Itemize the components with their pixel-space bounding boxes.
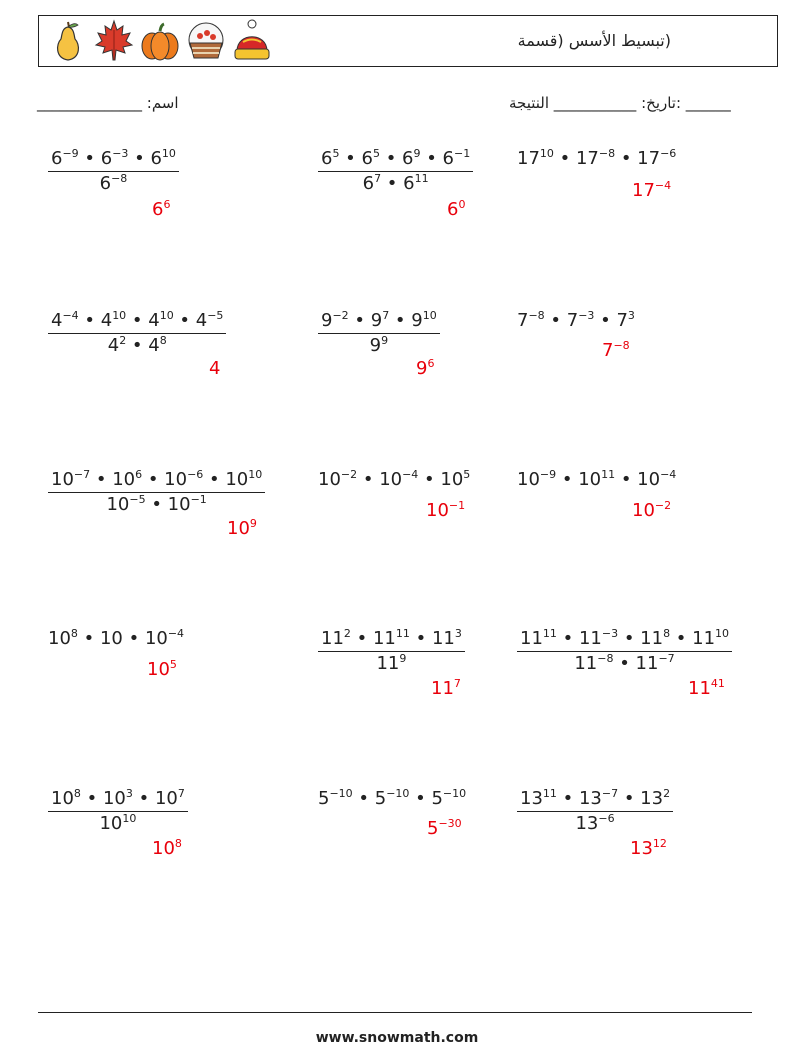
answer-8 bbox=[426, 499, 466, 521]
multiply-dot: • bbox=[420, 148, 443, 169]
power-term: $17^{-6}$ bbox=[637, 147, 677, 169]
answer-15 bbox=[630, 837, 667, 859]
answer-6 bbox=[602, 339, 630, 361]
denominator bbox=[48, 493, 265, 514]
power-term: $6^{-3}$ bbox=[100, 147, 129, 169]
power-term: $11^{11}$ bbox=[372, 627, 410, 649]
multiply-dot: • bbox=[618, 788, 641, 809]
power-term: $10^8$ bbox=[48, 627, 78, 649]
power-term: $10^{10}$ bbox=[225, 468, 263, 490]
expression bbox=[517, 309, 635, 331]
multiply-dot: • bbox=[122, 628, 145, 649]
winter-hat-icon bbox=[231, 18, 273, 64]
power-term: $9^{10}$ bbox=[411, 309, 437, 331]
power-term: $6^{11}$ bbox=[403, 172, 429, 194]
answer-power: $6^6$ bbox=[152, 198, 171, 220]
fraction bbox=[48, 468, 265, 515]
power-term: $10^{-4}$ bbox=[379, 468, 419, 490]
power-term: $5^{-10}$ bbox=[318, 787, 353, 809]
answer-13 bbox=[152, 837, 182, 859]
problem-6 bbox=[517, 309, 635, 331]
answer-power: $10^8$ bbox=[152, 837, 182, 859]
answer-power: $7^{-8}$ bbox=[602, 339, 630, 361]
answer-power: $13^{12}$ bbox=[630, 837, 667, 859]
answer-2 bbox=[447, 198, 466, 220]
problem-15 bbox=[517, 787, 673, 834]
numerator bbox=[517, 627, 732, 652]
fraction bbox=[517, 627, 732, 674]
power-term: $4^{10}$ bbox=[100, 309, 127, 331]
expression bbox=[318, 787, 467, 809]
problem-12 bbox=[517, 627, 732, 674]
power-term: $6^{-8}$ bbox=[99, 172, 128, 194]
header-box bbox=[38, 15, 778, 67]
power-term: $11^{10}$ bbox=[692, 627, 730, 649]
denominator bbox=[318, 334, 440, 355]
denominator bbox=[48, 172, 179, 193]
power-term: $13^{11}$ bbox=[520, 787, 557, 809]
multiply-dot: • bbox=[78, 310, 101, 331]
multiply-dot: • bbox=[126, 335, 149, 356]
problem-11 bbox=[318, 627, 465, 674]
power-term: $13^2$ bbox=[640, 787, 671, 809]
denominator bbox=[318, 652, 465, 673]
answer-3 bbox=[632, 179, 672, 201]
numerator bbox=[48, 468, 265, 493]
power-term: $10^6$ bbox=[112, 468, 143, 490]
multiply-dot: • bbox=[339, 148, 362, 169]
pumpkin-icon bbox=[139, 18, 181, 64]
numerator bbox=[48, 147, 179, 172]
power-term: $10^{-9}$ bbox=[517, 468, 557, 490]
power-term: $10^{-4}$ bbox=[144, 627, 185, 649]
multiply-dot: • bbox=[348, 310, 371, 331]
problem-1 bbox=[48, 147, 179, 194]
answer-power: $9^6$ bbox=[416, 357, 435, 379]
multiply-dot: • bbox=[556, 469, 579, 490]
date-score-label: ______ :تاريخ: ___________ النتيجة bbox=[509, 94, 731, 112]
multiply-dot: • bbox=[618, 628, 641, 649]
multiply-dot: • bbox=[553, 148, 576, 169]
power-term: $11^9$ bbox=[376, 652, 407, 674]
multiply-dot: • bbox=[142, 469, 165, 490]
fruit-basket-icon bbox=[185, 18, 227, 64]
pear-icon bbox=[47, 18, 89, 64]
multiply-dot: • bbox=[409, 788, 432, 809]
answer-11 bbox=[431, 677, 461, 699]
power-term: $9^{-2}$ bbox=[321, 309, 349, 331]
denominator bbox=[517, 652, 732, 673]
fraction bbox=[318, 147, 473, 194]
footer-divider bbox=[38, 1012, 752, 1013]
denominator bbox=[318, 172, 473, 193]
answer-power: $10^9$ bbox=[227, 517, 257, 539]
power-term: $4^{-4}$ bbox=[51, 309, 79, 331]
fraction bbox=[48, 787, 188, 834]
problem-8 bbox=[318, 468, 471, 490]
problem-10 bbox=[48, 627, 185, 649]
power-term: $7^{-3}$ bbox=[566, 309, 595, 331]
answer-power: 4 bbox=[209, 358, 221, 379]
power-term: $6^7$ bbox=[362, 172, 382, 194]
fraction bbox=[48, 309, 226, 356]
multiply-dot: • bbox=[90, 469, 113, 490]
problem-5 bbox=[318, 309, 440, 356]
multiply-dot: • bbox=[173, 310, 196, 331]
answer-12 bbox=[688, 677, 725, 699]
power-term: $10^7$ bbox=[154, 787, 185, 809]
power-term: $11^3$ bbox=[431, 627, 462, 649]
numerator bbox=[48, 787, 188, 812]
fraction bbox=[318, 309, 440, 356]
multiply-dot: • bbox=[350, 628, 373, 649]
multiply-dot: • bbox=[78, 148, 101, 169]
maple-leaf-icon bbox=[93, 18, 135, 64]
power-term: $4^{10}$ bbox=[148, 309, 174, 331]
expression bbox=[48, 627, 185, 649]
power-term: $10^{-2}$ bbox=[318, 468, 358, 490]
power-term: $10^{-5}$ bbox=[106, 493, 146, 515]
multiply-dot: • bbox=[409, 628, 432, 649]
power-term: $17^{-8}$ bbox=[575, 147, 616, 169]
multiply-dot: • bbox=[80, 788, 103, 809]
multiply-dot: • bbox=[77, 628, 100, 649]
power-term: $11^{-3}$ bbox=[578, 627, 619, 649]
multiply-dot: • bbox=[615, 469, 638, 490]
fraction bbox=[318, 627, 465, 674]
power-term: $6^5$ bbox=[361, 147, 380, 169]
multiply-dot: • bbox=[389, 310, 412, 331]
multiply-dot: • bbox=[203, 469, 226, 490]
power-term: $7^3$ bbox=[616, 309, 635, 331]
power-term: $6^9$ bbox=[402, 147, 421, 169]
answer-10 bbox=[147, 658, 177, 680]
answer-1 bbox=[152, 198, 171, 220]
power-term: $11^{-7}$ bbox=[635, 652, 675, 674]
power-term: $6^{-1}$ bbox=[442, 147, 471, 169]
power-term: $10^{-1}$ bbox=[167, 493, 207, 515]
answer-14 bbox=[427, 817, 462, 839]
fraction bbox=[517, 787, 673, 834]
multiply-dot: • bbox=[418, 469, 441, 490]
multiply-dot: • bbox=[352, 788, 375, 809]
power-term: $11^8$ bbox=[640, 627, 671, 649]
answer-power: $6^0$ bbox=[447, 198, 466, 220]
icon-strip bbox=[47, 18, 273, 66]
power-term: 10 bbox=[99, 628, 123, 649]
expression bbox=[517, 468, 677, 490]
power-term: $9^7$ bbox=[370, 309, 390, 331]
numerator bbox=[48, 309, 226, 334]
denominator bbox=[48, 812, 188, 833]
problem-2 bbox=[318, 147, 473, 194]
answer-power: $10^{-2}$ bbox=[632, 499, 672, 521]
power-term: $10^{-7}$ bbox=[51, 468, 91, 490]
denominator bbox=[517, 812, 673, 833]
multiply-dot: • bbox=[379, 148, 403, 169]
denominator bbox=[48, 334, 226, 355]
multiply-dot: • bbox=[128, 148, 151, 169]
power-term: $11^2$ bbox=[321, 627, 351, 649]
name-field-label: اسم: ______________ bbox=[37, 94, 179, 112]
expression bbox=[517, 147, 677, 169]
answer-power: $11^7$ bbox=[431, 677, 461, 699]
power-term: $10^{-6}$ bbox=[164, 468, 204, 490]
power-term: $10^3$ bbox=[102, 787, 133, 809]
answer-power: $5^{-30}$ bbox=[427, 817, 462, 839]
power-term: $10^{-4}$ bbox=[637, 468, 677, 490]
answer-4 bbox=[209, 360, 220, 378]
fraction bbox=[48, 147, 179, 194]
power-term: $10^{10}$ bbox=[99, 812, 137, 834]
multiply-dot: • bbox=[544, 310, 567, 331]
problem-13 bbox=[48, 787, 188, 834]
multiply-dot: • bbox=[132, 788, 155, 809]
power-term: $11^{11}$ bbox=[520, 627, 557, 649]
numerator bbox=[318, 627, 465, 652]
power-term: $11^{-8}$ bbox=[574, 652, 614, 674]
footer-website: www.snowmath.com bbox=[315, 1030, 479, 1046]
power-term: $5^{-10}$ bbox=[374, 787, 410, 809]
power-term: $4^{-5}$ bbox=[195, 309, 224, 331]
answer-power: $17^{-4}$ bbox=[632, 179, 672, 201]
power-term: $7^{-8}$ bbox=[517, 309, 545, 331]
power-term: $6^{10}$ bbox=[150, 147, 176, 169]
multiply-dot: • bbox=[381, 173, 404, 194]
power-term: $6^5$ bbox=[321, 147, 340, 169]
power-term: $6^{-9}$ bbox=[51, 147, 79, 169]
power-term: $10^{11}$ bbox=[578, 468, 616, 490]
power-term: $4^8$ bbox=[148, 334, 167, 356]
numerator bbox=[318, 309, 440, 334]
power-term: $4^2$ bbox=[107, 334, 127, 356]
problem-4 bbox=[48, 309, 226, 356]
power-term: $13^{-6}$ bbox=[575, 812, 615, 834]
power-term: $10^8$ bbox=[51, 787, 81, 809]
power-term: $10^5$ bbox=[440, 468, 471, 490]
power-term: $9^9$ bbox=[369, 334, 389, 356]
problem-3 bbox=[517, 147, 677, 169]
multiply-dot: • bbox=[594, 310, 617, 331]
power-term: $5^{-10}$ bbox=[431, 787, 467, 809]
power-term: $17^{10}$ bbox=[517, 147, 554, 169]
answer-power: $10^5$ bbox=[147, 658, 177, 680]
answer-power: $10^{-1}$ bbox=[426, 499, 466, 521]
worksheet-title: (تبسيط الأسس (قسمة bbox=[517, 31, 671, 50]
multiply-dot: • bbox=[145, 494, 168, 515]
problem-7 bbox=[48, 468, 265, 515]
numerator bbox=[318, 147, 473, 172]
answer-9 bbox=[632, 499, 672, 521]
answer-5 bbox=[416, 357, 435, 379]
expression bbox=[318, 468, 471, 490]
multiply-dot: • bbox=[556, 628, 579, 649]
problem-9 bbox=[517, 468, 677, 490]
problem-14 bbox=[318, 787, 467, 809]
answer-7 bbox=[227, 517, 257, 539]
multiply-dot: • bbox=[357, 469, 380, 490]
multiply-dot: • bbox=[615, 148, 638, 169]
multiply-dot: • bbox=[670, 628, 693, 649]
power-term: $13^{-7}$ bbox=[578, 787, 619, 809]
multiply-dot: • bbox=[126, 310, 149, 331]
answer-power: $11^{41}$ bbox=[688, 677, 725, 699]
multiply-dot: • bbox=[556, 788, 579, 809]
numerator bbox=[517, 787, 673, 812]
multiply-dot: • bbox=[613, 653, 636, 674]
